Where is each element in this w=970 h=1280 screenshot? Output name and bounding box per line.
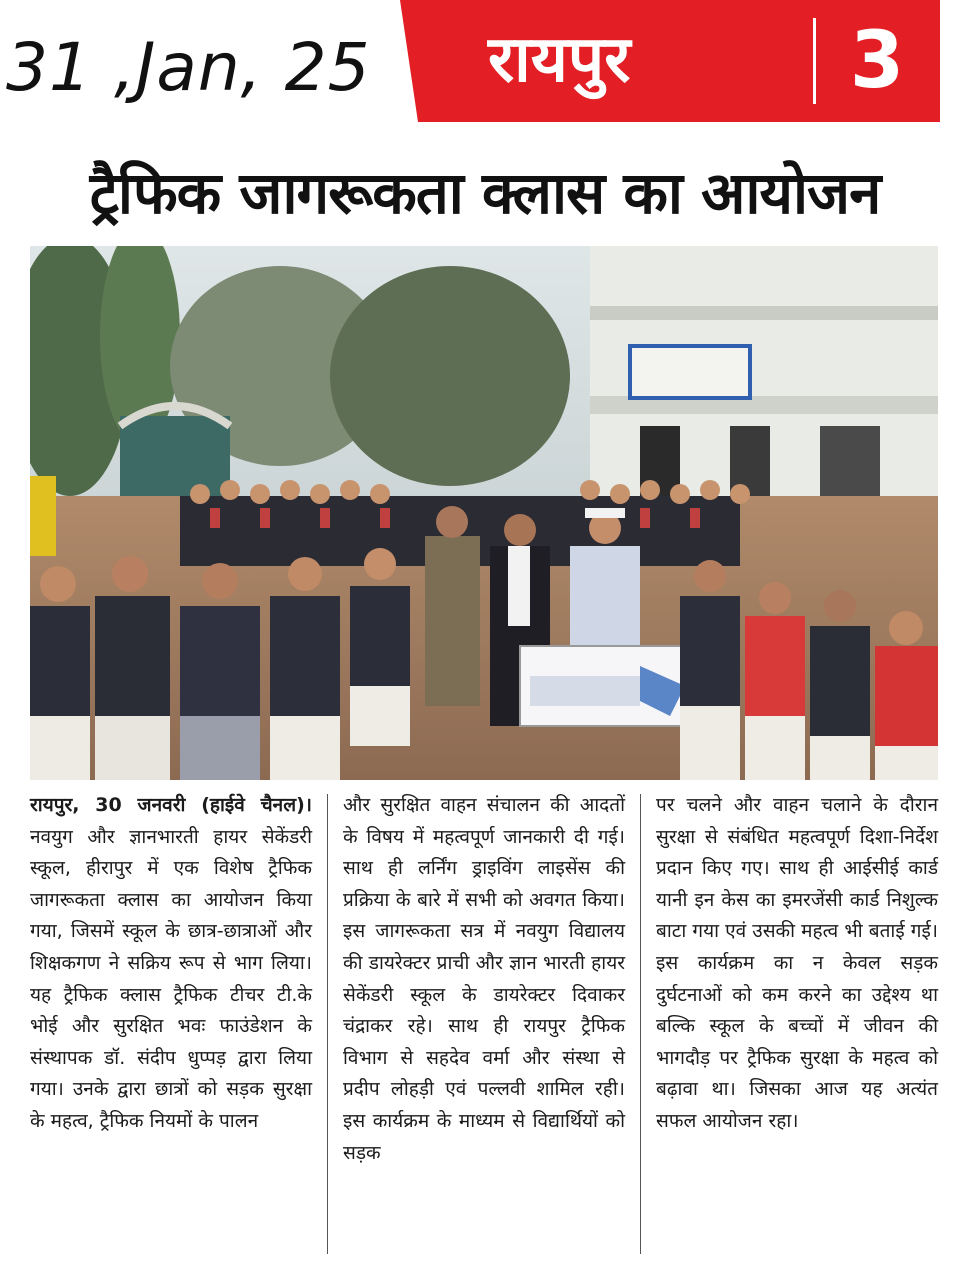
article-dateline: रायपुर, 30 जनवरी (हाईवे चैनल)। <box>30 794 312 816</box>
handwritten-date-stamp: 31 ,Jan, 25 <box>6 29 371 106</box>
article-column-1 <box>30 790 312 1260</box>
article-column-3: पर चलने और वाहन चलाने के दौरान सुरक्षा से संबंधित महत्वपूर्ण दिशा-निर्देश प्रदान किए गए। साथ ही आईसीई कार्ड यानी इन केस का इमरजेंसी कार्ड निशुल्क बाटा गया एवं उसकी महत्व भी बताई गई। इस कार्यक्रम का न केवल सड़क दुर्घटनाओं को कम करने का उद्देश्य था बल्कि स्कूल के बच्चों में जीवन की भागदौड़ पर ट्रैफिक सुरक्षा के महत्व को बढ़ावा था। जिसका आज यह अत्यंत सफल आयोजन रहा। <box>656 794 938 1132</box>
group-photo-illustration <box>30 246 938 780</box>
article-body <box>30 790 938 1260</box>
column-divider <box>640 794 641 1254</box>
article-column-1-text: नवयुग और ज्ञानभारती हायर सेकेंडरी स्कूल, हीरापुर में एक विशेष ट्रैफिक जागरूकता क्लास का आयोजन किया गया, जिसमें स्कूल के छात्र-छात्राओं और शिक्षकगण ने सक्रिय रूप से भाग लिया। यह ट्रैफिक क्लास ट्रैफिक टीचर टी.के भोई और सुरक्षित भवः फाउंडेशन के संस्थापक डॉ. संदीप धुप्पड़ द्वारा लिया गया। उनके द्वारा छात्रों को सड़क सुरक्षा के महत्व, ट्रैफिक नियमों के पालन <box>30 825 312 1132</box>
column-divider <box>327 794 328 1254</box>
masthead-divider <box>813 18 816 104</box>
article-column-2: और सुरक्षित वाहन संचालन की आदतों के विषय में महत्वपूर्ण जानकारी दी गई। साथ ही लर्निंग ड्राइविंग लाइसेंस की प्रक्रिया के बारे में सभी को अवगत किया। इस जागरूकता सत्र में नवयुग विद्यालय की डायरेक्टर प्राची और ज्ञान भारती हायर सेकेंडरी स्कूल के डायरेक्टर दिवाकर चंद्राकर रहे। साथ ही रायपुर ट्रैफिक विभाग से सहदेव वर्मा और संस्था से प्रदीप लोहड़ी एवं पल्लवी शामिल रही। इस कार्यक्रम के माध्यम से विद्यार्थियों को सड़क <box>343 794 625 1164</box>
masthead-city: रायपुर <box>488 23 631 97</box>
page-number: 3 <box>849 16 905 106</box>
news-photo <box>30 246 938 780</box>
article-headline: ट्रैफिक जागरूकता क्लास का आयोजन <box>89 159 881 227</box>
